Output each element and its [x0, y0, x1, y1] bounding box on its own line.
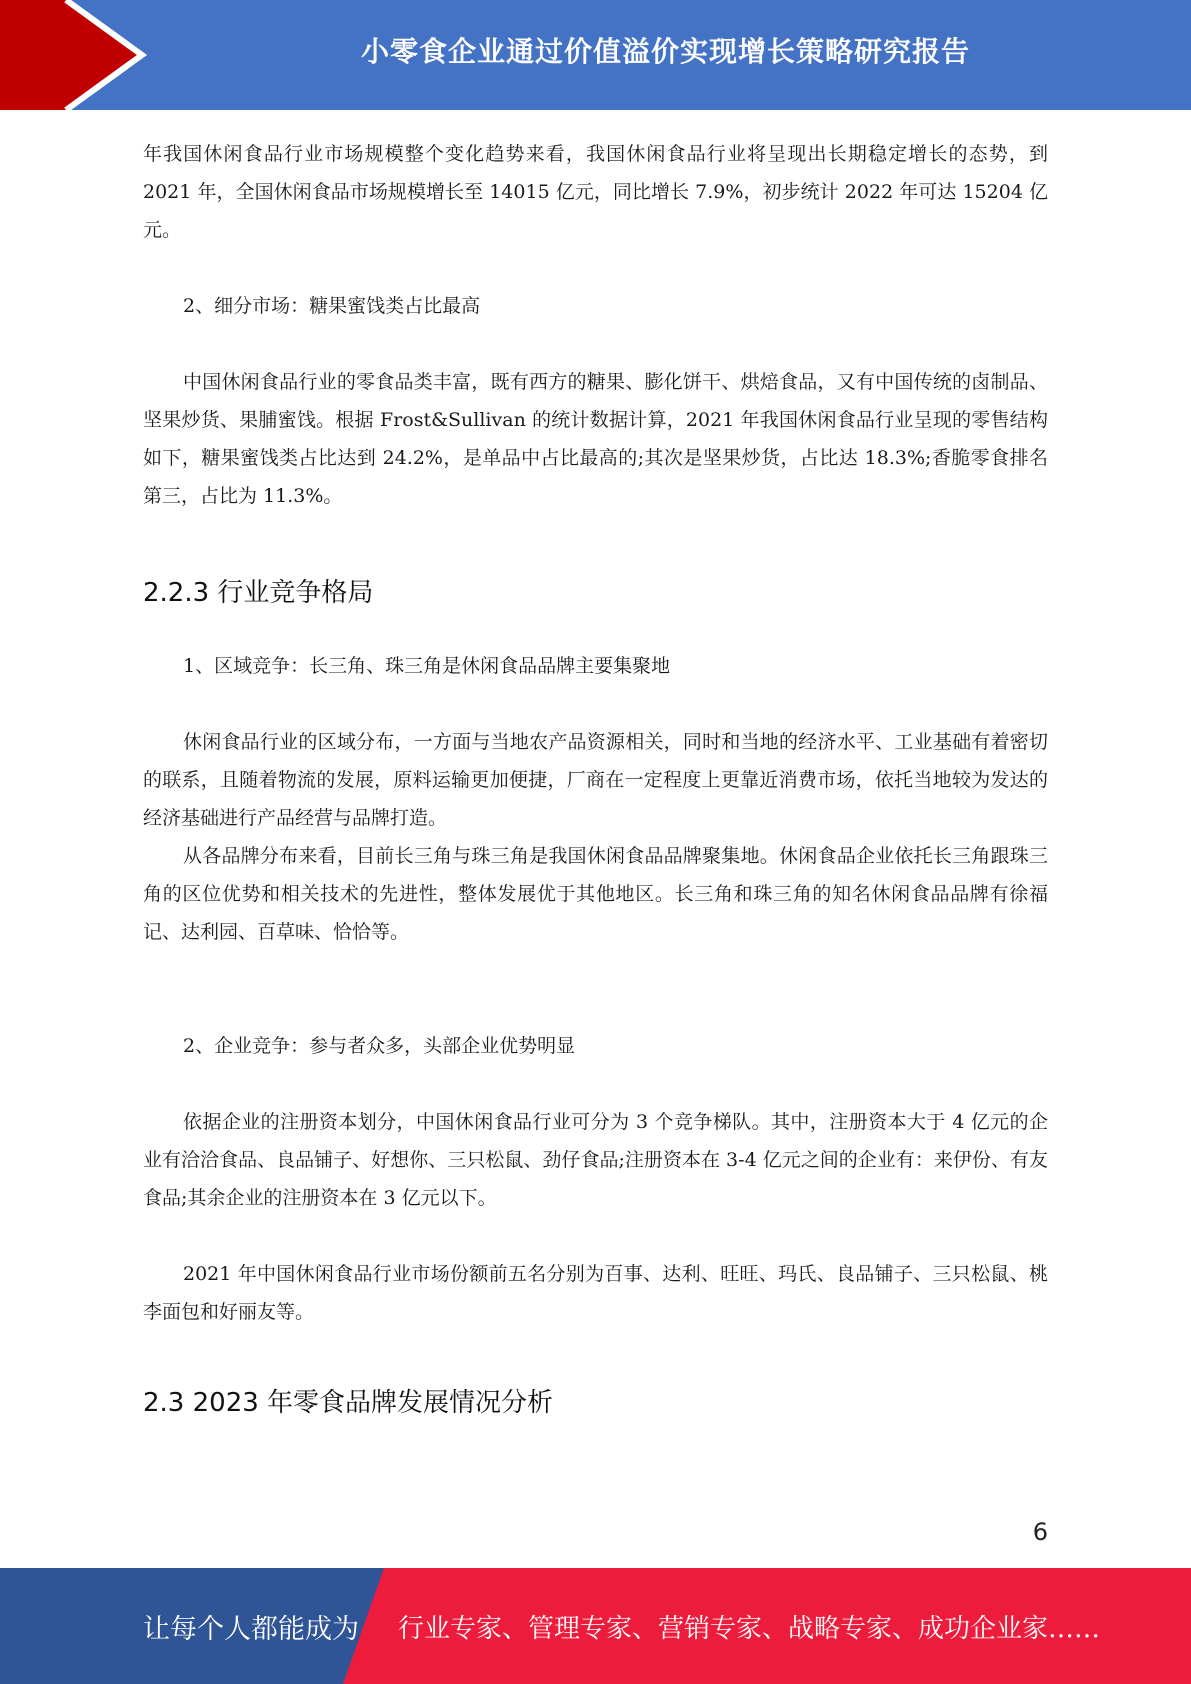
footer-slogan-left: 让每个人都能成为 [143, 1613, 359, 1645]
report-title: 小零食企业通过价值溢价实现增长策略研究报告 [360, 35, 970, 68]
subheading-segment: 2、细分市场：糖果蜜饯类占比最高 [183, 295, 481, 317]
header-chevron-icon [0, 0, 160, 110]
page-number: 6 [1032, 1518, 1048, 1546]
paragraph-enterprise-2: 2021 年中国休闲食品行业市场份额前五名分别为百事、达利、旺旺、玛氏、良品铺子、三只松鼠、桃李面包和好丽友等。 [143, 1263, 1048, 1323]
paragraph-segment: 中国休闲食品行业的零食品类丰富，既有西方的糖果、膨化饼干、烘焙食品，又有中国传统的卤制品、坚果炒货、果脯蜜饯。根据 Frost&Sullivan 的统计数据计算，2021 年我国休闲食品行业呈现的零售结构如下，糖果蜜饯类占比达到 24.2%，是单品中占比最高的;其次是坚果炒货，占比达 18.3%;香脆零食排名第三，占比为 11.3%。 [143, 371, 1048, 507]
footer-slogan-right: 行业专家、管理专家、营销专家、战略专家、成功企业家…… [398, 1613, 1101, 1644]
paragraph-regional-2: 从各品牌分布来看，目前长三角与珠三角是我国休闲食品品牌聚集地。休闲食品企业依托长三角跟珠三角的区位优势和相关技术的先进性，整体发展优于其他地区。长三角和珠三角的知名休闲食品品牌有徐福记、达利园、百草味、恰恰等。 [143, 845, 1048, 943]
subheading-enterprise: 2、企业竞争：参与者众多，头部企业优势明显 [183, 1035, 576, 1057]
page-body [143, 135, 1048, 1423]
paragraph-enterprise-1: 依据企业的注册资本划分，中国休闲食品行业可分为 3 个竞争梯队。其中，注册资本大于 4 亿元的企业有洽洽食品、良品铺子、好想你、三只松鼠、劲仔食品;注册资本在 3-4 亿元之间的企业有：来伊份、有友食品;其余企业的注册资本在 3 亿元以下。 [143, 1111, 1048, 1209]
subheading-regional: 1、区域竞争：长三角、珠三角是休闲食品品牌主要集聚地 [183, 655, 671, 677]
paragraph-market-trend: 年我国休闲食品行业市场规模整个变化趋势来看，我国休闲食品行业将呈现出长期稳定增长的态势，到 2021 年，全国休闲食品市场规模增长至 14015 亿元，同比增长 7.9%，初步统计 2022 年可达 15204 亿元。 [143, 143, 1048, 241]
footer-band [0, 1568, 1191, 1684]
paragraph-regional-1: 休闲食品行业的区域分布，一方面与当地农产品资源相关，同时和当地的经济水平、工业基础有着密切的联系，且随着物流的发展，原料运输更加便捷，厂商在一定程度上更靠近消费市场，依托当地较为发达的经济基础进行产品经营与品牌打造。 [143, 731, 1048, 829]
section-heading-2-2-3: 2.2.3 行业竞争格局 [143, 578, 374, 608]
section-heading-2-3: 2.3 2023 年零食品牌发展情况分析 [143, 1388, 554, 1418]
header-band [0, 0, 1191, 110]
